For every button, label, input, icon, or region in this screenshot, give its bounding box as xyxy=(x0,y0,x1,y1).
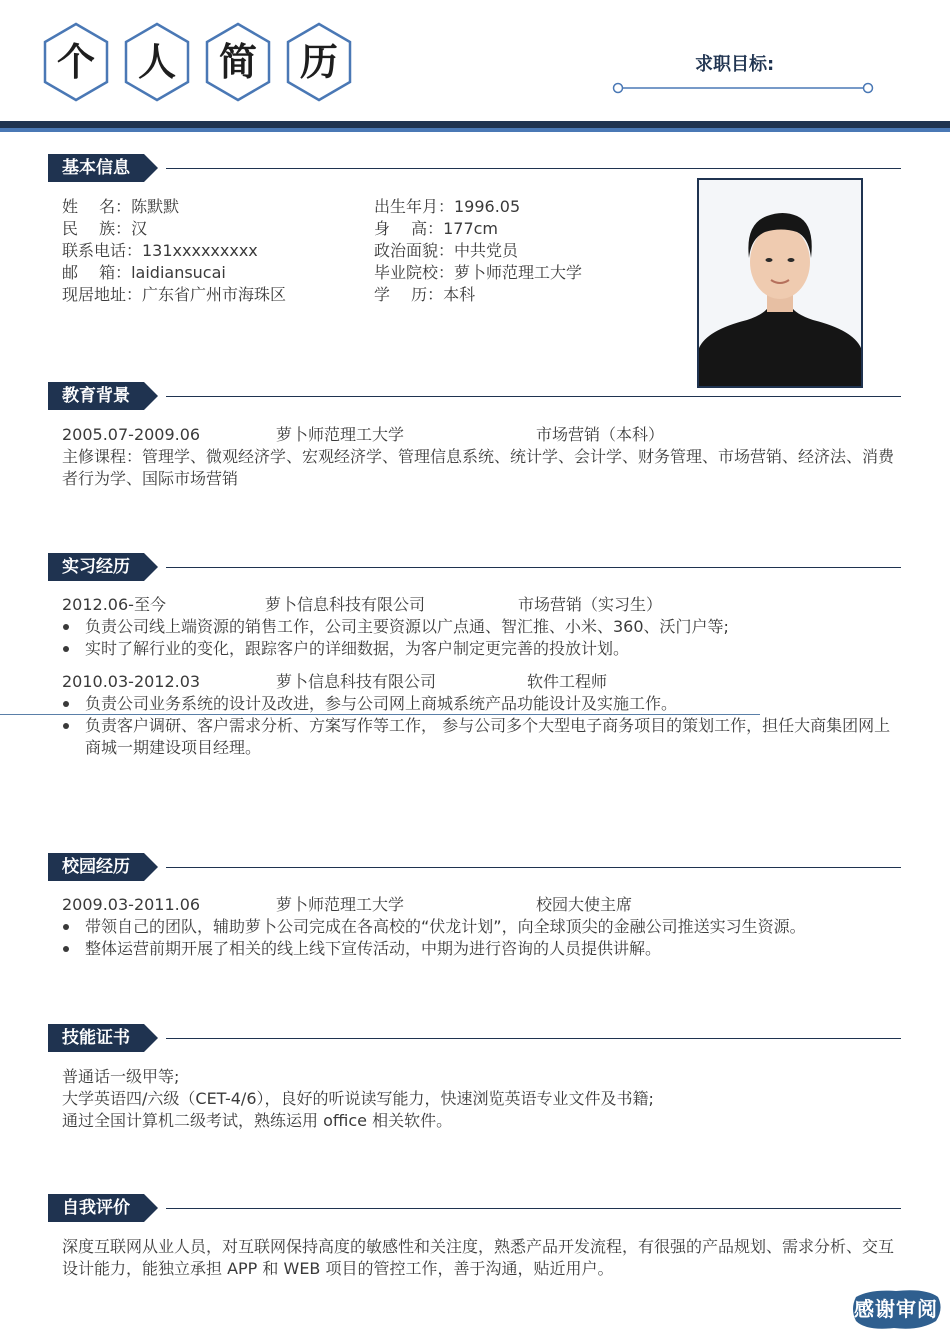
education-period: 2005.07-2009.06 xyxy=(62,425,201,444)
section-divider xyxy=(166,1038,901,1039)
title-hex-2 xyxy=(124,22,190,102)
section-title: 技能证书 xyxy=(62,1028,130,1048)
section-divider xyxy=(166,867,901,868)
education-courses: 主修课程：管理学、微观经济学、宏观经济学、管理信息系统、统计学、会计学、财务管理、市场营销、经济法、消费者行为学、国际市场营销 xyxy=(62,447,895,488)
campus-role: 校园大使主席 xyxy=(536,895,633,914)
birth-field: 出生年月：1996.05 xyxy=(374,197,521,216)
job-goal-underline xyxy=(612,82,874,94)
section-header-campus xyxy=(48,853,908,881)
height-field: 身 高：177cm xyxy=(374,219,499,238)
title-hex-1 xyxy=(43,22,109,102)
bullet-dot xyxy=(63,946,69,952)
campus-item: 带领自己的团队，辅助萝卜公司完成在各高校的“伏龙计划”，向全球顶尖的金融公司推送实习生资源。 xyxy=(85,917,806,936)
thanks-stamp xyxy=(850,1287,942,1331)
section-header-internship xyxy=(48,553,908,581)
section-title: 校园经历 xyxy=(62,857,130,877)
header-band xyxy=(0,121,950,128)
section-header-self xyxy=(48,1194,908,1222)
section-header-education xyxy=(48,382,908,410)
bullet-dot xyxy=(63,723,69,729)
section-divider xyxy=(166,567,901,568)
job-company: 萝卜信息科技有限公司 xyxy=(276,672,437,691)
skill-line: 通过全国计算机二级考试，熟练运用 office 相关软件。 xyxy=(62,1111,453,1130)
campus-item: 整体运营前期开展了相关的线上线下宣传活动，中期为进行咨询的人员提供讲解。 xyxy=(85,939,662,958)
title-hex-3 xyxy=(205,22,271,102)
education-major: 市场营销（本科） xyxy=(536,425,665,444)
bullet-dot xyxy=(63,646,69,652)
campus-school: 萝卜师范理工大学 xyxy=(276,895,405,914)
job-role: 软件工程师 xyxy=(527,672,608,691)
skill-line: 大学英语四/六级（CET-4/6），良好的听说读写能力，快速浏览英语专业文件及书籍; xyxy=(62,1089,654,1108)
section-divider xyxy=(166,1208,901,1209)
degree-field: 学 历：本科 xyxy=(374,285,476,304)
title-char: 历 xyxy=(299,40,338,84)
person-photo-icon xyxy=(699,180,861,386)
skill-line: 普通话一级甲等; xyxy=(62,1067,180,1086)
politics-field: 政治面貌：中共党员 xyxy=(374,241,519,260)
title-char: 个 xyxy=(56,40,95,84)
ethnicity-field: 民 族：汉 xyxy=(62,219,148,238)
email-field: 邮 箱：laidiansucai xyxy=(62,263,226,282)
job-role: 市场营销（实习生） xyxy=(518,595,663,614)
job-duty: 负责公司线上端资源的销售工作，公司主要资源以广点通、智汇推、小米、360、沃门户等; xyxy=(85,617,729,636)
section-title: 实习经历 xyxy=(62,557,130,577)
section-title: 自我评价 xyxy=(62,1198,130,1218)
job-goal-label: 求职目标: xyxy=(695,54,775,75)
job-duty: 实时了解行业的变化，跟踪客户的详细数据，为客户制定更完善的投放计划。 xyxy=(85,639,630,658)
job-duty: 负责公司业务系统的设计及改进，参与公司网上商城系统产品功能设计及实施工作。 xyxy=(85,694,678,713)
bullet-dot xyxy=(63,701,69,707)
address-field: 现居地址：广东省广州市海珠区 xyxy=(62,285,287,304)
job-duty: 负责客户调研、客户需求分析、方案写作等工作， 参与公司多个大型电子商务项目的策划工作，担任大商集团网上商城一期建设项目经理。 xyxy=(85,716,891,757)
title-char: 简 xyxy=(218,40,257,84)
section-divider xyxy=(166,396,901,397)
job-company: 萝卜信息科技有限公司 xyxy=(265,595,426,614)
section-title: 教育背景 xyxy=(62,386,130,406)
section-title: 基本信息 xyxy=(62,158,130,178)
bullet-dot xyxy=(63,924,69,930)
job-period: 2012.06-至今 xyxy=(62,595,166,614)
school-field: 毕业院校：萝卜师范理工大学 xyxy=(374,263,583,282)
campus-period: 2009.03-2011.06 xyxy=(62,895,201,914)
title-hex-4 xyxy=(286,22,352,102)
phone-field: 联系电话：131xxxxxxxxx xyxy=(62,241,258,260)
profile-photo xyxy=(697,178,863,388)
section-divider xyxy=(166,168,901,169)
name-field: 姓 名：陈默默 xyxy=(62,197,180,216)
section-header-skills xyxy=(48,1024,908,1052)
header-band-accent xyxy=(0,128,950,132)
stamp-text: 感谢审阅 xyxy=(854,1297,938,1321)
job-period: 2010.03-2012.03 xyxy=(62,672,201,691)
education-school: 萝卜师范理工大学 xyxy=(276,425,405,444)
bullet-dot xyxy=(63,624,69,630)
self-evaluation: 深度互联网从业人员，对互联网保持高度的敏感性和关注度，熟悉产品开发流程，有很强的产品规划、需求分析、交互设计能力，能独立承担 APP 和 WEB 项目的管控工作，善于沟通，贴近用户。 xyxy=(62,1237,895,1278)
title-char: 人 xyxy=(137,40,176,84)
